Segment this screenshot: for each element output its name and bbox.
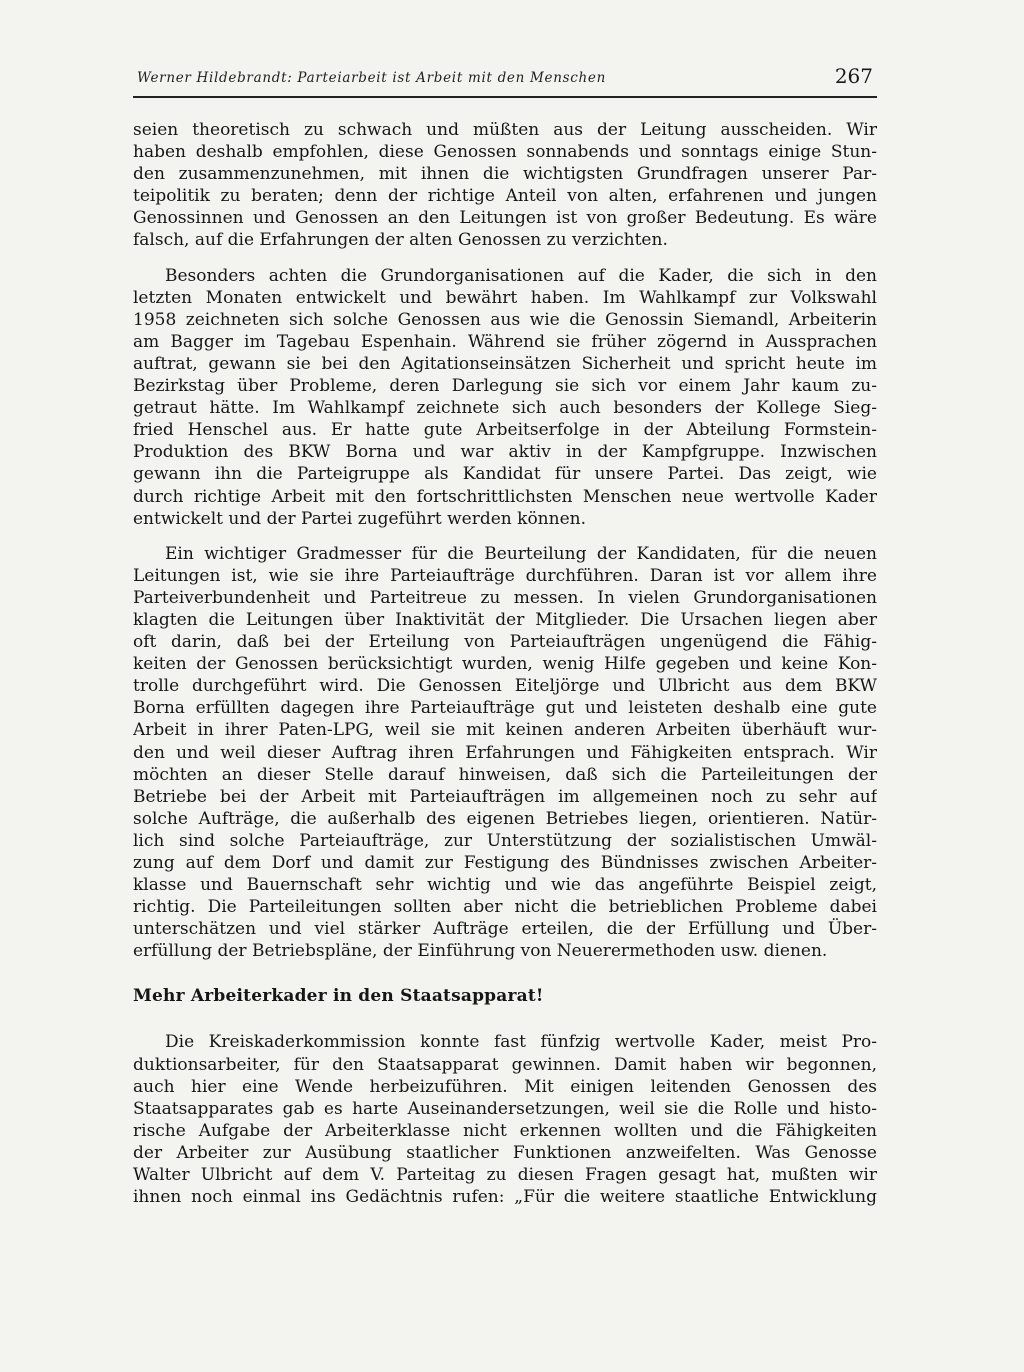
- paragraph-4: [133, 1031, 877, 1208]
- running-head: [133, 62, 877, 98]
- running-head-title: Werner Hildebrandt: Parteiarbeit ist Arbeit mit den Menschen: [137, 70, 606, 86]
- page-number: 267: [834, 64, 873, 88]
- text-line: möchten an dieser Stelle darauf hinweisen, daß sich die Parteileitungen der: [133, 764, 877, 785]
- text-line: durch richtige Arbeit mit den fortschrittlichsten Menschen neue wertvolle Kader: [133, 486, 877, 507]
- text-line: Staatsapparates gab es harte Auseinandersetzungen, weil sie die Rolle und histo-: [133, 1098, 877, 1119]
- text-line: lich sind solche Parteiaufträge, zur Unterstützung der sozialistischen Umwäl-: [133, 830, 877, 851]
- text-line: Genossinnen und Genossen an den Leitungen ist von großer Bedeutung. Es wäre: [133, 208, 877, 229]
- text-line: solche Aufträge, die außerhalb des eigenen Betriebes liegen, orientieren. Natür-: [133, 808, 877, 829]
- text-line: gewann ihn die Parteigruppe als Kandidat für unsere Partei. Das zeigt, wie: [133, 464, 877, 485]
- text-line: Besonders achten die Grundorganisationen auf die Kader, die sich in den: [165, 265, 877, 286]
- text-line: haben deshalb empfohlen, diese Genossen sonnabends und sonntags einige Stun-: [133, 142, 877, 163]
- text-line: Parteiverbundenheit und Parteitreue zu messen. In vielen Grundorganisationen: [133, 587, 877, 608]
- paragraph-2: [133, 265, 877, 530]
- text-line: auftrat, gewann sie bei den Agitationseinsätzen Sicherheit und spricht heute im: [133, 353, 877, 374]
- text-line: Die Kreiskaderkommission konnte fast fünfzig wertvolle Kader, meist Pro-: [165, 1032, 877, 1053]
- text-line: auch hier eine Wende herbeizuführen. Mit einigen leitenden Genossen des: [133, 1076, 877, 1097]
- text-line: der Arbeiter zur Ausübung staatlicher Funktionen anzweifelten. Was Genosse: [133, 1142, 877, 1163]
- text-line: den und weil dieser Auftrag ihren Erfahrungen und Fähigkeiten entsprach. Wir: [133, 742, 877, 763]
- text-line: richtig. Die Parteileitungen sollten aber nicht die betrieblichen Probleme dabei: [133, 897, 877, 918]
- text-line: Betriebe bei der Arbeit mit Parteiaufträgen im allgemeinen noch zu sehr auf: [133, 786, 877, 807]
- text-line: Arbeit in ihrer Paten-LPG, weil sie mit keinen anderen Arbeiten überhäuft wur-: [133, 720, 877, 741]
- text-line: klagten die Leitungen über Inaktivität der Mitglieder. Die Ursachen liegen aber: [133, 609, 877, 630]
- text-line: ihnen noch einmal ins Gedächtnis rufen: „Für die weitere staatliche Entwicklung: [133, 1187, 877, 1208]
- text-line: Walter Ulbricht auf dem V. Parteitag zu diesen Fragen gesagt hat, mußten wir: [133, 1165, 877, 1186]
- text-line: trolle durchgeführt wird. Die Genossen Eiteljörge und Ulbricht aus dem BKW: [133, 676, 877, 697]
- text-line: den zusammenzunehmen, mit ihnen die wichtigsten Grundfragen unserer Par-: [133, 164, 877, 185]
- paragraph-3: [133, 543, 877, 963]
- text-line: Produktion des BKW Borna und war aktiv in der Kampfgruppe. Inzwischen: [133, 442, 877, 463]
- text-line: Borna erfüllten dagegen ihre Parteiaufträge gut und leisteten deshalb eine gute: [133, 698, 877, 719]
- document-page: [133, 62, 877, 1221]
- text-line: getraut hätte. Im Wahlkampf zeichnete sich auch besonders der Kollege Sieg-: [133, 398, 877, 419]
- text-line: seien theoretisch zu schwach und müßten aus der Leitung ausscheiden. Wir: [133, 120, 877, 140]
- text-line: erfüllung der Betriebspläne, der Einführung von Neuerermethoden usw. dienen.: [133, 941, 828, 962]
- text-line: teipolitik zu beraten; denn der richtige Anteil von alten, erfahrenen und jungen: [133, 186, 877, 207]
- text-line: unterschätzen und viel stärker Aufträge erteilen, die der Erfüllung und Über-: [133, 919, 877, 940]
- text-line: fried Henschel aus. Er hatte gute Arbeitserfolge in der Abteilung Formstein-: [133, 420, 877, 441]
- text-line: Ein wichtiger Gradmesser für die Beurteilung der Kandidaten, für die neuen: [165, 543, 877, 564]
- text-line: letzten Monaten entwickelt und bewährt haben. Im Wahlkampf zur Volkswahl: [133, 287, 877, 308]
- text-line: entwickelt und der Partei zugeführt werden können.: [133, 508, 586, 529]
- body-text: [133, 119, 877, 1208]
- text-line: Bezirkstag über Probleme, deren Darlegung sie sich vor einem Jahr kaum zu-: [133, 376, 877, 397]
- text-line: duktionsarbeiter, für den Staatsapparat gewinnen. Damit haben wir begonnen,: [133, 1054, 877, 1075]
- text-line: rische Aufgabe der Arbeiterklasse nicht erkennen wollten und die Fähigkeiten: [133, 1120, 877, 1141]
- text-line: falsch, auf die Erfahrungen der alten Genossen zu verzichten.: [133, 230, 668, 251]
- text-line: zung auf dem Dorf und damit zur Festigung des Bündnisses zwischen Arbeiter-: [133, 853, 877, 873]
- text-line: am Bagger im Tagebau Espenhain. Während sie früher zögernd in Aussprachen: [133, 331, 877, 352]
- text-line: oft darin, daß bei der Erteilung von Parteiaufträgen ungenügend die Fähig-: [133, 632, 877, 653]
- section-heading: Mehr Arbeiterkader in den Staatsapparat!: [133, 986, 544, 1007]
- paragraph-1: [133, 119, 877, 252]
- text-line: keiten der Genossen berücksichtigt wurden, wenig Hilfe gegeben und keine Kon-: [133, 654, 877, 675]
- text-line: 1958 zeichneten sich solche Genossen aus wie die Genossin Siemandl, Arbeiterin: [133, 309, 877, 330]
- text-line: Leitungen ist, wie sie ihre Parteiaufträge durchführen. Daran ist vor allem ihre: [133, 565, 877, 586]
- text-line: klasse und Bauernschaft sehr wichtig und wie das angeführte Beispiel zeigt,: [133, 875, 877, 896]
